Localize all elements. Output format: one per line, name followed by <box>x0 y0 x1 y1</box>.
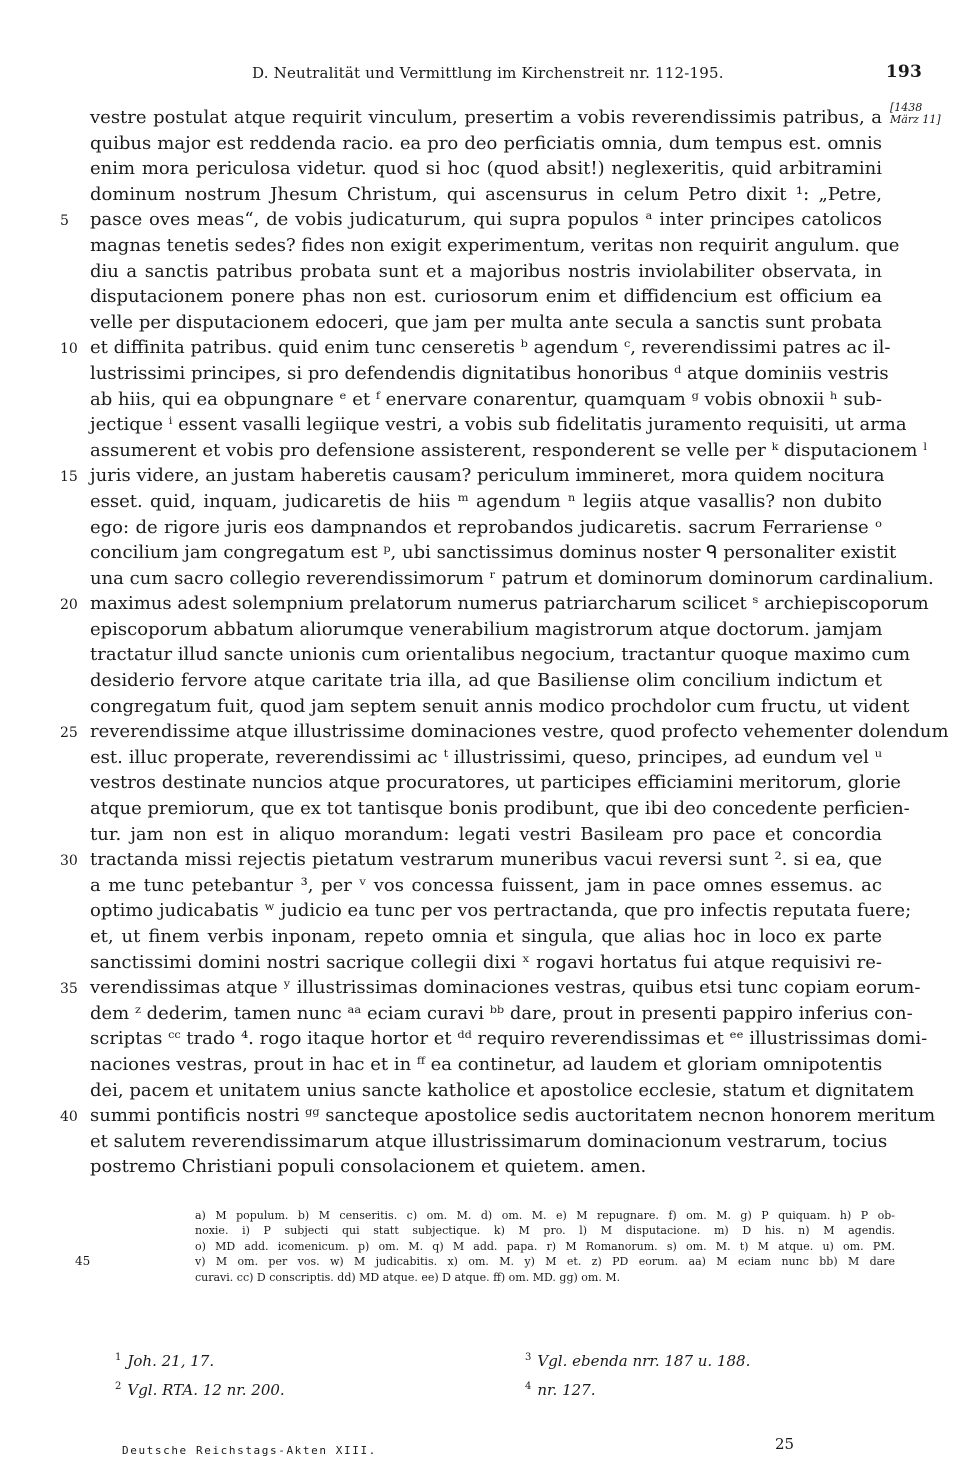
footnote-mark: 4 <box>525 1381 532 1392</box>
line-text: maximus adest solempnium prelatorum numerus patriarcharum scilicet ˢ archiepiscoporum <box>90 593 929 615</box>
text-line <box>90 412 907 438</box>
line-text: enim mora periculosa videtur. quod si hoc (quod absit!) neglexeritis, quid arbitramini <box>90 158 882 180</box>
line-text: et diffinita patribus. quid enim tunc censeretis ᵇ agendum ᶜ, reverendissimi patres ac il- <box>90 337 891 359</box>
footer-signature-number: 25 <box>775 1435 795 1453</box>
text-line <box>90 1001 913 1027</box>
text-line <box>90 438 928 464</box>
variant-note-line: v) M om. per vos. w) M judicabitis. x) om. M. y) M et. z) PD eorum. aa) M eciam nunc bb) M dare <box>195 1255 895 1269</box>
line-text: lustrissimi principes, si pro defendendis dignitatibus honoribus ᵈ atque dominiis vestris <box>90 362 889 384</box>
text-line <box>90 182 882 208</box>
text-line <box>90 156 882 182</box>
line-text: magnas tenetis sedes? fides non exigit experimentum, veritas non requirit angulum. que <box>90 234 900 256</box>
margin-date-note: [1438 März 11] <box>890 101 941 126</box>
text-line <box>90 233 900 259</box>
line-text: juris videre, an justam haberetis causam? periculum immineret, mora quidem nocitura <box>90 465 885 487</box>
text-line <box>90 259 882 285</box>
text-line <box>90 540 897 566</box>
footnote-text: nr. 127. <box>537 1381 596 1399</box>
text-line <box>90 105 882 131</box>
line-text: a me tunc petebantur ³, per ᵛ vos concessa fuissent, jam in pace omnes essemus. ac <box>90 874 882 896</box>
text-line <box>90 1078 915 1104</box>
text-line <box>90 694 910 720</box>
line-text: naciones vestras, prout in hac et in ᶠᶠ ea continetur, ad laudem et gloriam omnipotentis <box>90 1053 883 1075</box>
footnote <box>525 1374 750 1403</box>
text-line <box>90 617 882 643</box>
variant-note-line: a) M populum. b) M censeritis. c) om. M. d) om. M. e) M repugnare. f) om. M. g) P quiquam. h) P ob- <box>195 1209 895 1222</box>
footnote-text: Joh. 21, 17. <box>127 1352 215 1370</box>
line-text: dominum nostrum Jhesum Christum, qui ascensurus in celum Petro dixit ¹: „Petre, <box>90 183 882 205</box>
line-text: vestros destinate nuncios atque procuratores, ut participes efficiamini meritorum, glorie <box>90 772 901 794</box>
line-text: ego: de rigore juris eos dampnandos et reprobandos judicaretis. sacrum Ferrariense ᵒ <box>90 516 882 538</box>
text-line <box>90 745 882 771</box>
text-line <box>90 1129 888 1155</box>
line-text: quibus major est reddenda racio. ea pro deo perficiatis omnia, dum tempus est. omnis <box>90 132 882 154</box>
line-text: jectique ⁱ essent vasalli legiique vestri, a vobis sub fidelitatis juramento requisiti, ut arma <box>90 414 907 436</box>
line-text: reverendissime atque illustrissime dominaciones vestre, quod profecto vehementer dolendum <box>90 721 949 743</box>
line-number: 25 <box>60 725 78 742</box>
line-text: concilium jam congregatum est ᵖ, ubi sanctissimus dominus noster ᑫ personaliter existit <box>90 542 897 564</box>
text-line <box>60 847 882 873</box>
line-text: scriptas ᶜᶜ trado ⁴. rogo itaque hortor et ᵈᵈ requiro reverendissimas et ᵉᵉ illustrissimas domi- <box>90 1028 928 1050</box>
footnote-mark: 2 <box>115 1381 122 1392</box>
line-text: una cum sacro collegio reverendissimorum ʳ patrum et dominorum dominorum cardinalium. <box>90 567 934 589</box>
footnote-text: Vgl. RTA. 12 nr. 200. <box>127 1381 285 1399</box>
footnote <box>115 1374 285 1403</box>
text-line <box>90 361 889 387</box>
line-text: esset. quid, inquam, judicaretis de hiis ᵐ agendum ⁿ legiis atque vasallis? non dubito <box>90 490 882 512</box>
line-text: et, ut finem verbis inponam, repeto omnia et singula, que alias hoc in loco ex parte <box>90 926 882 947</box>
text-line <box>90 950 882 976</box>
text-line <box>90 489 882 515</box>
line-text: atque premiorum, que ex tot tantisque bonis prodibunt, que ibi deo concedente perficien- <box>90 798 910 820</box>
line-text: tur. jam non est in aliquo morandum: legati vestri Basileam pro pace et concordia <box>90 823 882 845</box>
text-line <box>90 387 882 413</box>
line-text: optimo judicabatis ʷ judicio ea tunc per vos pertractanda, que pro infectis reputata fuere; <box>90 900 912 922</box>
line-text: congregatum fuit, quod jam septem senuit annis modico prochdolor cum fructu, ut vident <box>90 695 910 717</box>
text-line <box>90 1052 882 1078</box>
line-text: disputacionem ponere phas non est. curiosorum enim et diffidencium est officium ea <box>90 286 882 308</box>
footnote-mark: 1 <box>115 1352 122 1363</box>
variant-apparatus <box>75 1208 895 1285</box>
line-text: assumerent et vobis pro defensione assisterent, responderent se velle per ᵏ disputacionem ˡ <box>90 439 928 461</box>
line-text: sanctissimi domini nostri sacrique collegii dixi ˣ rogavi hortatus fui atque requisivi re- <box>90 951 882 973</box>
text-line <box>90 822 882 848</box>
line-text: dem ᶻ dederim, tamen nunc ᵃᵃ eciam curavi ᵇᵇ dare, prout in presenti pappiro inferius con- <box>90 1002 913 1024</box>
text-line <box>60 1103 936 1129</box>
footnote <box>525 1345 750 1374</box>
variant-line-number: 45 <box>75 1254 91 1268</box>
text-line <box>60 335 891 361</box>
footnote <box>115 1345 285 1374</box>
text-line <box>60 975 921 1001</box>
line-text: episcoporum abbatum aliorumque venerabilium magistrorum atque doctorum. jamjam <box>90 618 883 640</box>
footnote-text: Vgl. ebenda nrr. 187 u. 188. <box>537 1352 751 1370</box>
text-line <box>90 668 882 694</box>
text-line <box>90 770 901 796</box>
text-line <box>90 310 882 336</box>
footnotes-left-column <box>115 1345 285 1403</box>
page-number: 193 <box>885 62 922 82</box>
variant-note-line: noxie. i) P subjecti qui statt subjectique. k) M pro. l) M disputacione. m) D his. n) M agendis. <box>195 1224 895 1238</box>
header-title: D. Neutralität und Vermittlung im Kirchenstreit nr. 112-195. <box>252 64 724 82</box>
line-text: tractatur illud sancte unionis cum orientalibus negocium, tractantur quoque maximo cum <box>90 644 911 666</box>
text-line <box>90 924 882 950</box>
line-text: summi pontificis nostri ᵍᵍ sancteque apostolice sedis auctoritatem necnon honorem meritum <box>90 1105 936 1127</box>
text-line <box>90 1026 928 1052</box>
line-number: 5 <box>60 213 69 230</box>
line-text: ab hiis, qui ea obpungnare ᵉ et ᶠ enervare conarentur, quamquam ᵍ vobis obnoxii ʰ sub- <box>90 388 882 410</box>
line-number: 30 <box>60 853 78 870</box>
line-text: velle per disputacionem edoceri, que jam per multa ante secula a sanctis sunt probata <box>90 311 882 333</box>
line-number: 15 <box>60 469 78 486</box>
text-line <box>90 131 882 157</box>
variant-note-line: o) MD add. icomenicum. p) om. M. q) M add. papa. r) M Romanorum. s) om. M. t) M atque. u) om. PM. <box>195 1239 895 1253</box>
text-line <box>60 591 929 617</box>
footnote-mark: 3 <box>525 1352 532 1363</box>
text-line <box>90 898 912 924</box>
line-number: 35 <box>60 981 78 998</box>
line-text: vestre postulat atque requirit vinculum, presertim a vobis reverendissimis patribus, a <box>90 107 882 128</box>
line-number: 40 <box>60 1109 78 1126</box>
footnotes-right-column <box>525 1345 750 1403</box>
text-line <box>90 566 934 592</box>
line-text: est. illuc properate, reverendissimi ac ᵗ illustrissimi, queso, principes, ad eundum vel ᵘ <box>90 746 882 768</box>
line-number: 20 <box>60 597 78 614</box>
line-text: diu a sanctis patribus probata sunt et a majoribus nostris inviolabiliter observata, in <box>90 260 882 282</box>
text-line <box>90 873 882 899</box>
line-text: postremo Christiani populi consolacionem et quietem. amen. <box>90 1156 647 1178</box>
text-line <box>90 284 882 310</box>
line-number: 10 <box>60 341 78 358</box>
text-line <box>90 642 911 668</box>
variant-note-line: curavi. cc) D conscriptis. dd) MD atque. ee) D atque. ff) om. MD. gg) om. M. <box>195 1270 621 1284</box>
text-line <box>60 207 882 233</box>
text-line <box>90 1154 882 1180</box>
line-text: dei, pacem et unitatem unius sancte katholice et apostolice ecclesie, statum et dignitatem <box>90 1079 915 1101</box>
text-line <box>90 796 910 822</box>
footer-series-title: Deutsche Reichstags-Akten XIII. <box>122 1444 377 1457</box>
line-text: tractanda missi rejectis pietatum vestrarum muneribus vacui reversi sunt ². si ea, que <box>90 849 882 871</box>
line-text: et salutem reverendissimarum atque illustrissimarum dominacionum vestrarum, tocius <box>90 1130 888 1152</box>
line-text: verendissimas atque ʸ illustrissimas dominaciones vestras, quibus etsi tunc copiam eorum- <box>90 977 921 999</box>
line-text: desiderio fervore atque caritate tria illa, ad que Basiliense olim concilium indictum et <box>90 670 882 692</box>
line-text: pasce oves meas“, de vobis judicaturum, qui supra populos ᵃ inter principes catolicos <box>90 209 882 231</box>
text-line <box>60 463 885 489</box>
text-line <box>60 719 949 745</box>
text-line <box>90 515 882 541</box>
